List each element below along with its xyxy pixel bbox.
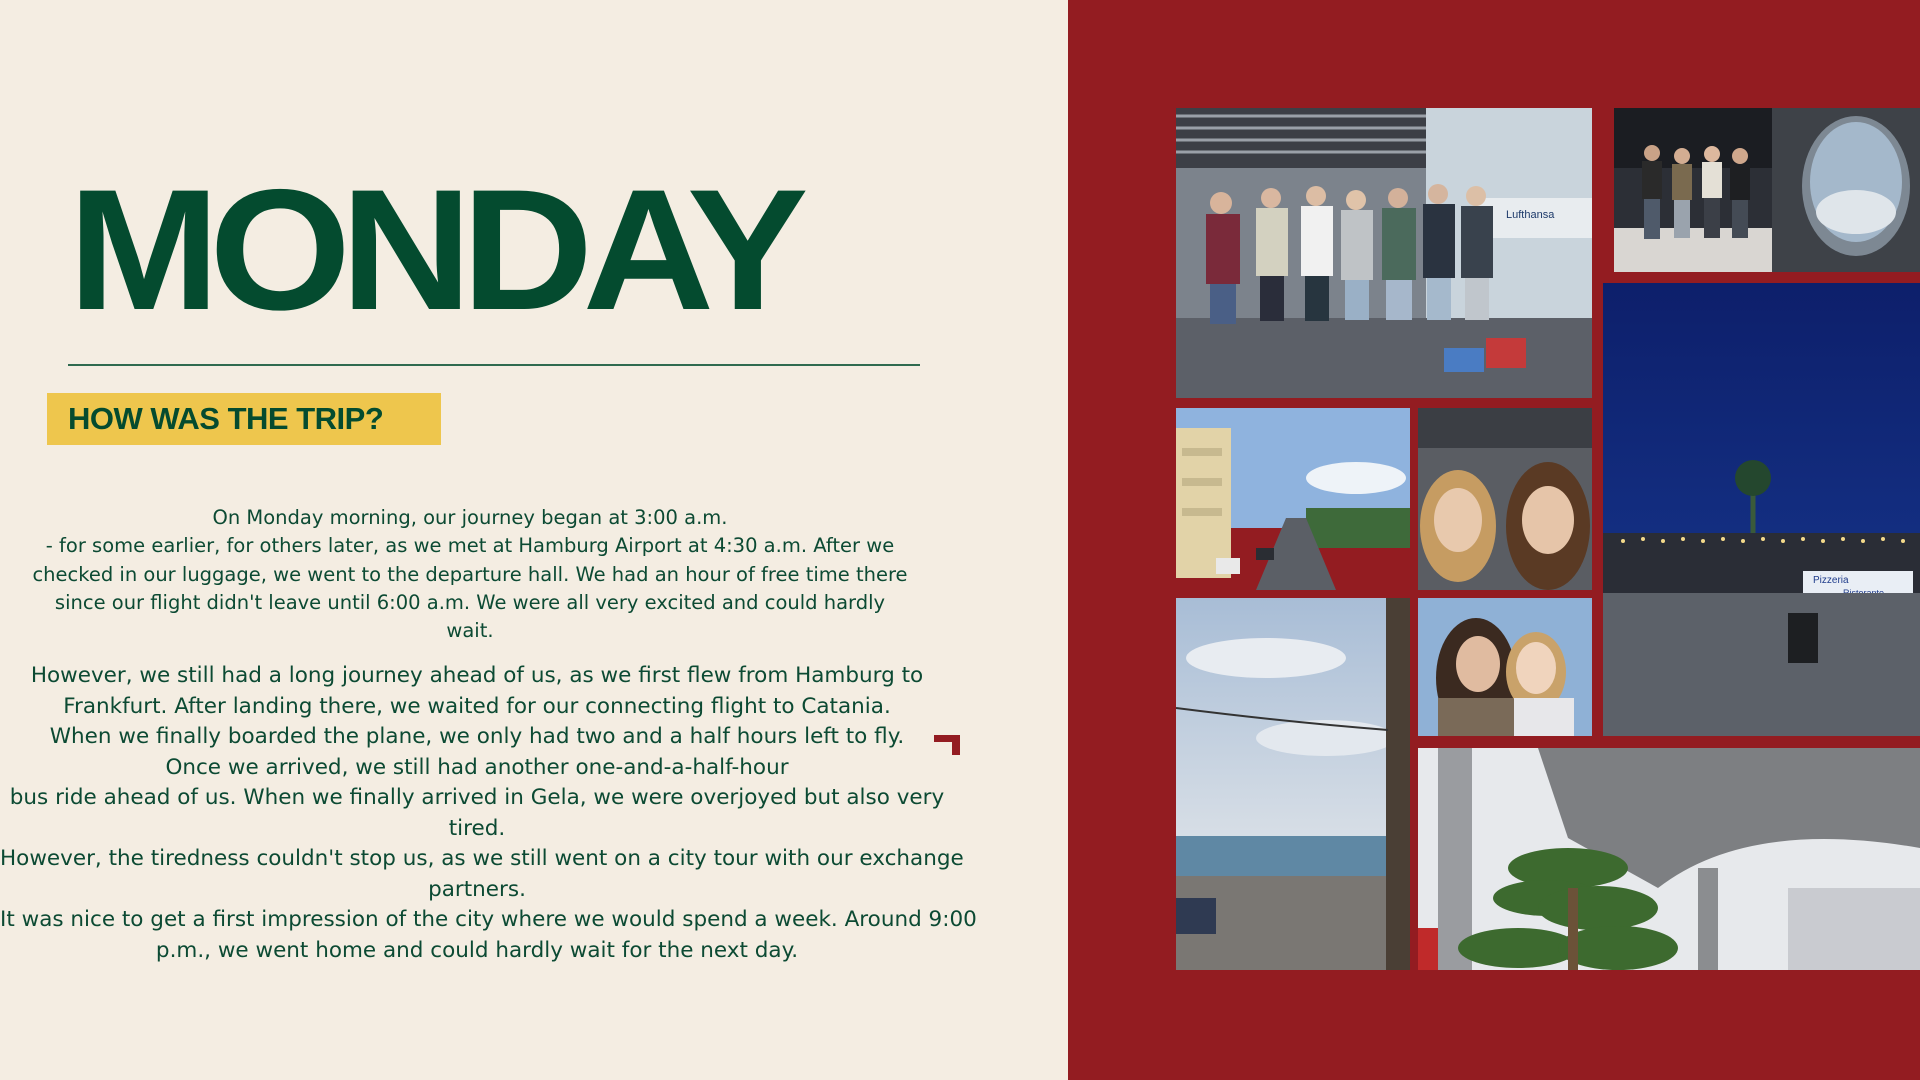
photo-airport-group [1176, 108, 1592, 398]
paragraph-2-line: Once we arrived, we still had another one-and-a-half-hour [165, 754, 789, 780]
paragraph-2-line: tired. [448, 815, 506, 841]
paragraph-2-line: bus ride ahead of us. When we finally arrived in Gela, we were overjoyed but also very [9, 785, 945, 810]
subtitle-text: HOW WAS THE TRIP? [68, 401, 384, 436]
paragraph-2-line: It was nice to get a first impression of the city where we would spend a week. Around 9:00 [0, 907, 977, 932]
paragraph-1-line: On Monday morning, our journey began at 3:00 a.m. [212, 506, 728, 529]
pizzeria-sign: Pizzeria [1813, 575, 1849, 586]
photo-night-promenade [1603, 283, 1920, 736]
paragraph-1-line: wait. [446, 619, 494, 643]
paragraph-2 [0, 661, 977, 966]
photo-plane-selfie [1418, 408, 1592, 590]
photo-selfie-two [1418, 598, 1592, 736]
photo-sea-view [1176, 598, 1410, 970]
photo-street [1176, 408, 1410, 590]
photo-collage-panel [1068, 0, 1920, 1080]
photo-plane-window [1772, 108, 1920, 272]
title-divider [68, 364, 920, 366]
paragraph-2-line: partners. [428, 876, 526, 902]
paragraph-1-line: - for some earlier, for others later, as we met at Hamburg Airport at 4:30 a.m. After we [45, 534, 895, 558]
subtitle-badge [47, 393, 441, 445]
paragraph-2-line: p.m., we went home and could hardly wait for the next day. [155, 937, 799, 963]
paragraph-2-line: Frankfurt. After landing there, we waited for our connecting flight to Catania. [63, 693, 891, 719]
corner-mark-icon [934, 735, 960, 755]
paragraph-1-line: checked in our luggage, we went to the departure hall. We had an hour of free time there [32, 562, 908, 586]
paragraph-1 [30, 504, 910, 645]
paragraph-2-line: However, we still had a long journey ahead of us, as we first flew from Hamburg to [30, 663, 924, 688]
lufthansa-sign: Lufthansa [1506, 209, 1555, 221]
paragraph-2-line: However, the tiredness couldn't stop us, as we still went on a city tour with our exchange [0, 846, 964, 871]
page-title: MONDAY [68, 154, 798, 346]
photo-bridge-palms [1418, 748, 1920, 970]
photo-group-shop [1614, 108, 1772, 272]
paragraph-2-line: When we finally boarded the plane, we only had two and a half hours left to fly. [49, 724, 905, 749]
paragraph-1-line: since our flight didn't leave until 6:00 a.m. We were all very excited and could hardly [54, 590, 886, 614]
